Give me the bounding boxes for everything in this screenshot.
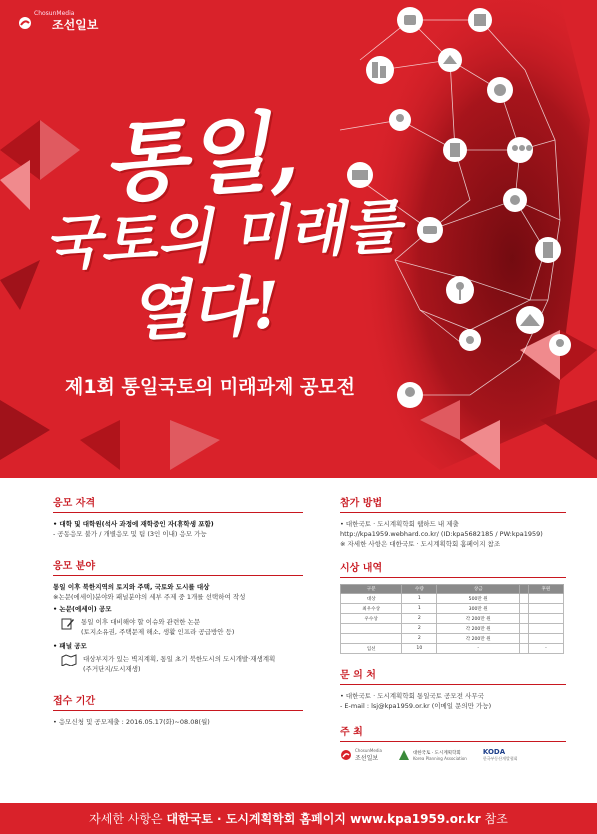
table-cell: 각 200만 원 [437, 614, 520, 624]
calligraphy-line-3: 열다! [126, 268, 282, 351]
table-cell: 500만 원 [437, 594, 520, 604]
host-sub: 한국부동산개발협회 [482, 756, 518, 761]
how-section [340, 494, 566, 549]
footer-banner [0, 803, 597, 834]
table-header: 상금 [437, 585, 520, 594]
text-line: 통일 이후 대비해야 할 이슈와 관련한 논문 [81, 618, 201, 626]
table-cell: 우수상 [341, 614, 402, 624]
text-line: (주거단지/도시재생) [83, 665, 141, 673]
host-logos [340, 748, 566, 762]
section-heading: 주 최 [340, 723, 566, 742]
table-header: 수량 [402, 585, 437, 594]
deadline-section [53, 692, 303, 727]
email-link[interactable]: - E-mail : lsj@kpa1959.or.kr (이메일 문의만 가능) [340, 702, 492, 710]
table-cell: 최우수상 [341, 604, 402, 614]
table-cell [528, 614, 563, 624]
table-row [341, 594, 564, 604]
panel-row [61, 654, 303, 674]
table-cell [341, 624, 402, 634]
table-header [520, 585, 529, 594]
right-column [340, 494, 566, 762]
host-name: 대한국토 · 도시계획학회 [412, 750, 461, 756]
eligibility-section [53, 494, 303, 539]
footer-link[interactable]: 대한국토 · 도시계획학회 홈페이지 www.kpa1959.or.kr [166, 812, 481, 826]
webhard-link[interactable]: http://kpa1959.webhard.co.kr/ (ID:kpa5682185 / PW:kpa1959) [340, 530, 543, 538]
fields-section [53, 557, 303, 674]
footer-suffix: 참조 [484, 812, 508, 826]
pencil-icon [61, 617, 75, 631]
hosts-section [340, 723, 566, 762]
left-column [53, 494, 303, 727]
section-heading: 응모 분야 [53, 557, 303, 576]
table-cell: 2 [402, 614, 437, 624]
text-line: • 패널 공모 [53, 642, 87, 650]
text-line: • 대한국토 · 도시계획학회 통일국토 공모전 사무국 [340, 692, 484, 700]
section-heading: 시상 내역 [340, 559, 566, 578]
host-name: 조선일보 [355, 755, 379, 762]
table-cell [520, 614, 529, 624]
table-cell [520, 644, 529, 654]
text-line: ※논문(에세이)분야와 패널분야의 세부 주제 중 1개를 선택하여 작성 [53, 593, 246, 601]
essay-row [61, 617, 303, 637]
section-heading: 참가 방법 [340, 494, 566, 513]
logo-name: 조선일보 [52, 18, 99, 32]
host-chosun[interactable] [340, 748, 382, 762]
text-line: • 대학 및 대학원(석사 과정에 재학중인 자(휴학생 포함) [53, 520, 214, 528]
table-cell: 10 [402, 644, 437, 654]
table-cell [528, 624, 563, 634]
table-cell: 2 [402, 634, 437, 644]
table-cell: 1 [402, 604, 437, 614]
prize-table [340, 584, 564, 654]
table-cell: 입선 [341, 644, 402, 654]
table-cell [520, 594, 529, 604]
text-line: 대상부지가 있는 벽지계획, 통일 초기 북한도시의 도시개발·재생계획 [83, 655, 276, 663]
contact-section [340, 666, 566, 711]
table-row [341, 644, 564, 654]
table-cell: 각 200만 원 [437, 624, 520, 634]
table-cell [528, 634, 563, 644]
host-kpa[interactable] [398, 749, 467, 761]
logo-sub: ChosunMedia [34, 10, 75, 17]
table-cell: 2 [402, 624, 437, 634]
text-line: • 논문(에세이) 공모 [53, 605, 112, 613]
table-cell: 각 200만 원 [437, 634, 520, 644]
table-header: 후원 [528, 585, 563, 594]
table-cell [520, 624, 529, 634]
kpa-logo-icon [398, 749, 410, 761]
table-cell: 1 [402, 594, 437, 604]
prizes-section [340, 559, 566, 654]
section-heading: 접수 기간 [53, 692, 303, 711]
table-cell: - [528, 644, 563, 654]
table-cell [341, 634, 402, 644]
table-cell [528, 604, 563, 614]
text-line: • 대한국토 · 도시계획학회 웹하드 내 제출 [340, 520, 459, 528]
table-cell: 대상 [341, 594, 402, 604]
host-sub: ChosunMedia [355, 748, 382, 753]
table-cell: 300만 원 [437, 604, 520, 614]
table-row [341, 624, 564, 634]
table-cell [520, 604, 529, 614]
map-icon [61, 654, 77, 666]
table-header: 구분 [341, 585, 402, 594]
table-row [341, 614, 564, 624]
text-line: (토지소유권, 주택문제 해소, 생활 인프라 공급방안 등) [81, 628, 235, 636]
text-line: - 공동응모 불가 / 개별응모 및 팀 (3인 이내) 응모 가능 [53, 530, 207, 538]
calligraphy-line-1: 통일, [99, 100, 302, 215]
chosun-logo[interactable] [18, 12, 98, 33]
text-line: ※ 자세한 사항은 대한국토 · 도시계획학회 홈페이지 참조 [340, 540, 501, 548]
footer-prefix: 자세한 사항은 [89, 812, 163, 826]
calligraphy-line-2: 국토의 미래를 [42, 191, 403, 279]
text-line: • 응모신청 및 공모제출 : 2016.05.17(화)~08.08(월) [53, 718, 210, 726]
section-heading: 문 의 처 [340, 666, 566, 685]
host-koda[interactable] [483, 748, 518, 762]
text-line: 통일 이후 북한지역의 토지와 주택, 국토와 도시를 대상 [53, 583, 210, 591]
section-heading: 응모 자격 [53, 494, 303, 513]
table-cell [520, 634, 529, 644]
table-row [341, 604, 564, 614]
host-sub: Korea Planning Association [412, 755, 467, 761]
table-row [341, 634, 564, 644]
chosun-logo-icon [18, 16, 32, 30]
chosun-logo-icon [340, 749, 352, 761]
contest-title: 제1회 통일국토의 미래과제 공모전 [64, 376, 356, 398]
host-name: KODA [482, 748, 506, 756]
table-cell: - [437, 644, 520, 654]
table-cell [528, 594, 563, 604]
